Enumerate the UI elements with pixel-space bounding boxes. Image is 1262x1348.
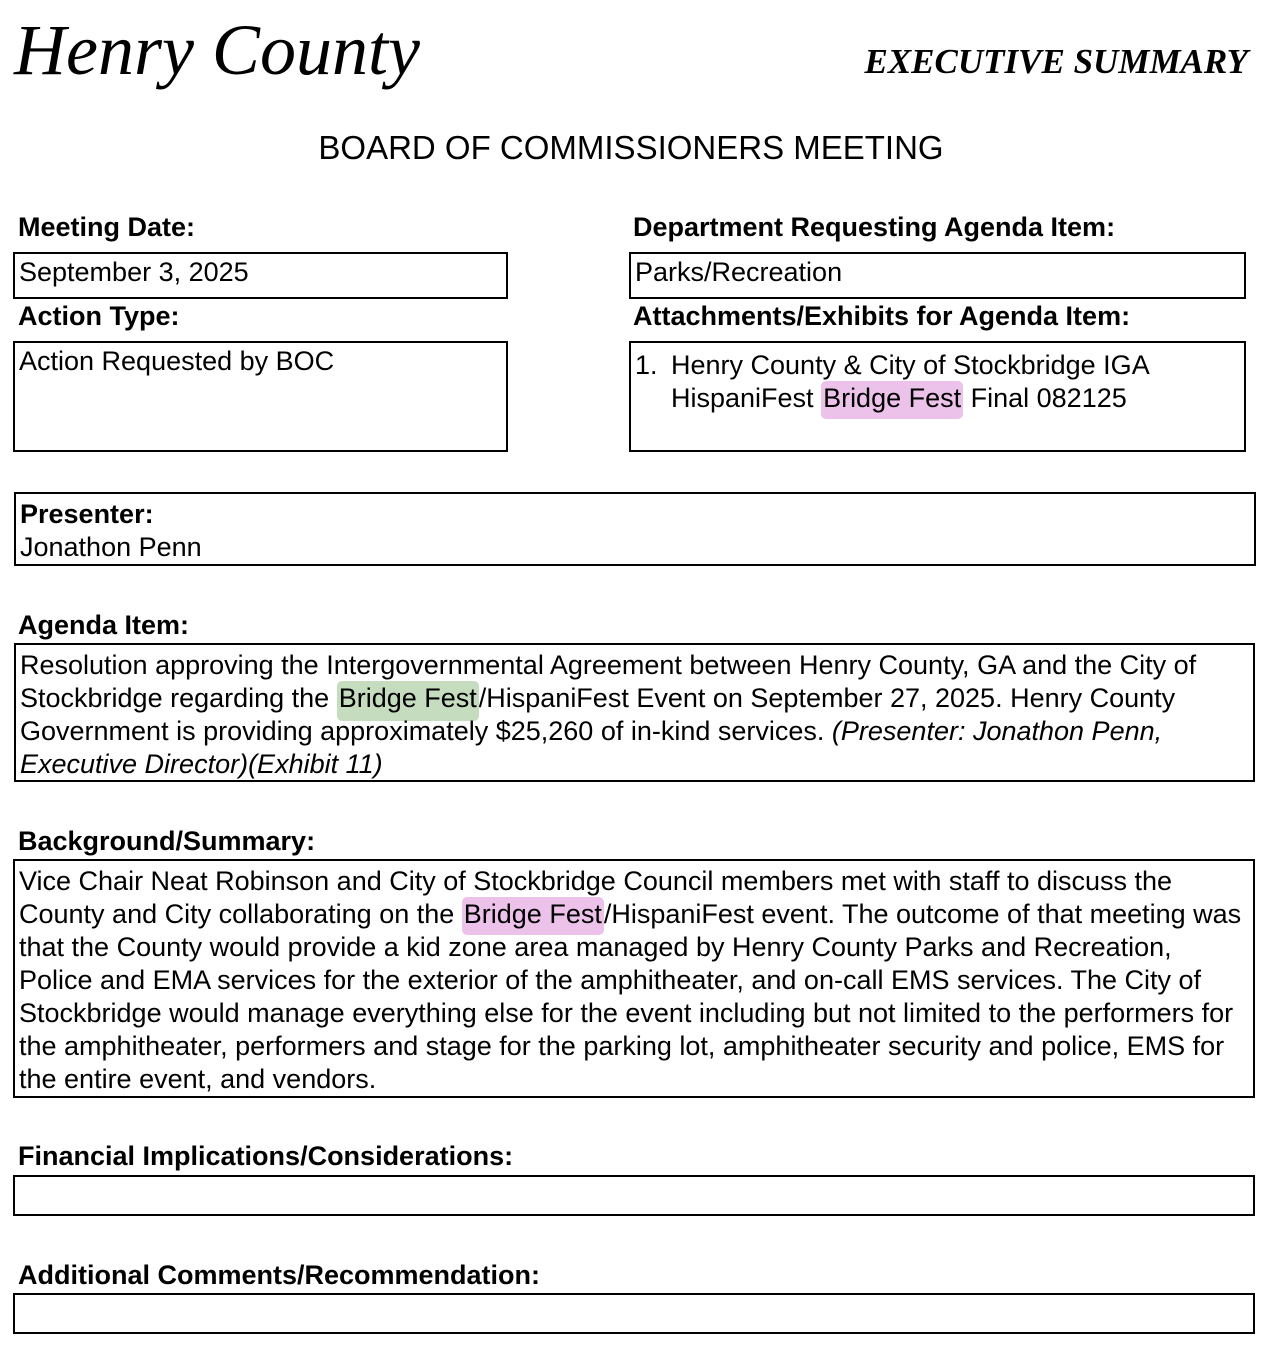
action-type-field (13, 341, 508, 452)
attachment-line2-post: Final 082125 (963, 383, 1127, 413)
agenda-text-post: /HispaniFest Event on September 27, 2025. Henry County Government is providing approximately $25,260 of in-kind services. (20, 683, 1176, 746)
presenter-label: Presenter: (20, 499, 154, 529)
financial-label: Financial Implications/Considerations: (18, 1141, 514, 1171)
agenda-item-label: Agenda Item: (18, 610, 190, 640)
meeting-title: BOARD OF COMMISSIONERS MEETING (318, 129, 944, 166)
presenter-value: Jonathon Penn (20, 532, 202, 562)
action-type-value: Action Requested by BOC (19, 346, 335, 376)
meeting-date-value: September 3, 2025 (19, 257, 249, 287)
meeting-date-field (13, 252, 508, 299)
agenda-presenter-note: (Presenter: Jonathon Penn, Executive Director)(Exhibit 11) (20, 716, 1163, 779)
attachment-item (635, 349, 1240, 415)
presenter-box (14, 492, 1256, 566)
background-label: Background/Summary: (18, 826, 316, 856)
attachment-highlight: Bridge Fest (821, 381, 963, 419)
action-type-label: Action Type: (18, 301, 180, 331)
attachments-label: Attachments/Exhibits for Agenda Item: (633, 301, 1131, 331)
county-title: Henry County (14, 10, 420, 90)
background-field (13, 859, 1255, 1098)
department-field (629, 252, 1246, 299)
executive-summary-heading: EXECUTIVE SUMMARY (864, 42, 1248, 81)
financial-field (13, 1175, 1255, 1216)
background-highlight: Bridge Fest (462, 897, 604, 935)
attachment-text (671, 349, 1240, 415)
department-label: Department Requesting Agenda Item: (633, 212, 1116, 242)
background-text-pre: Vice Chair Neat Robinson and City of Stockbridge Council members met with staff to discuss the County and City collaborating on the (19, 866, 1173, 929)
attachment-line2-pre: HispaniFest (671, 383, 822, 413)
attachment-line1: Henry County & City of Stockbridge IGA (671, 350, 1150, 380)
agenda-text-pre: Resolution approving the Intergovernmental Agreement between Henry County, GA and the City of Stockbridge regarding the (20, 650, 1197, 713)
department-value: Parks/Recreation (635, 257, 843, 287)
meeting-date-label: Meeting Date: (18, 212, 196, 242)
comments-label: Additional Comments/Recommendation: (18, 1260, 541, 1290)
attachment-number: 1. (635, 350, 658, 380)
background-text-post: /HispaniFest event. The outcome of that meeting was that the County would provide a kid zone area managed by Henry County Parks and Recreation, Police and EMA services for the exterior of the amphitheater, and on-call EMS services. The City of Stockbridge would manage everything else for the event including but not limited to the performers for the amphitheater, performers and stage for the parking lot, amphitheater security and police, EMS for the entire event, and vendors. (19, 899, 1242, 1094)
agenda-highlight: Bridge Fest (337, 681, 479, 721)
comments-field (13, 1293, 1255, 1334)
agenda-item-field (14, 643, 1255, 782)
attachments-field (629, 341, 1246, 452)
